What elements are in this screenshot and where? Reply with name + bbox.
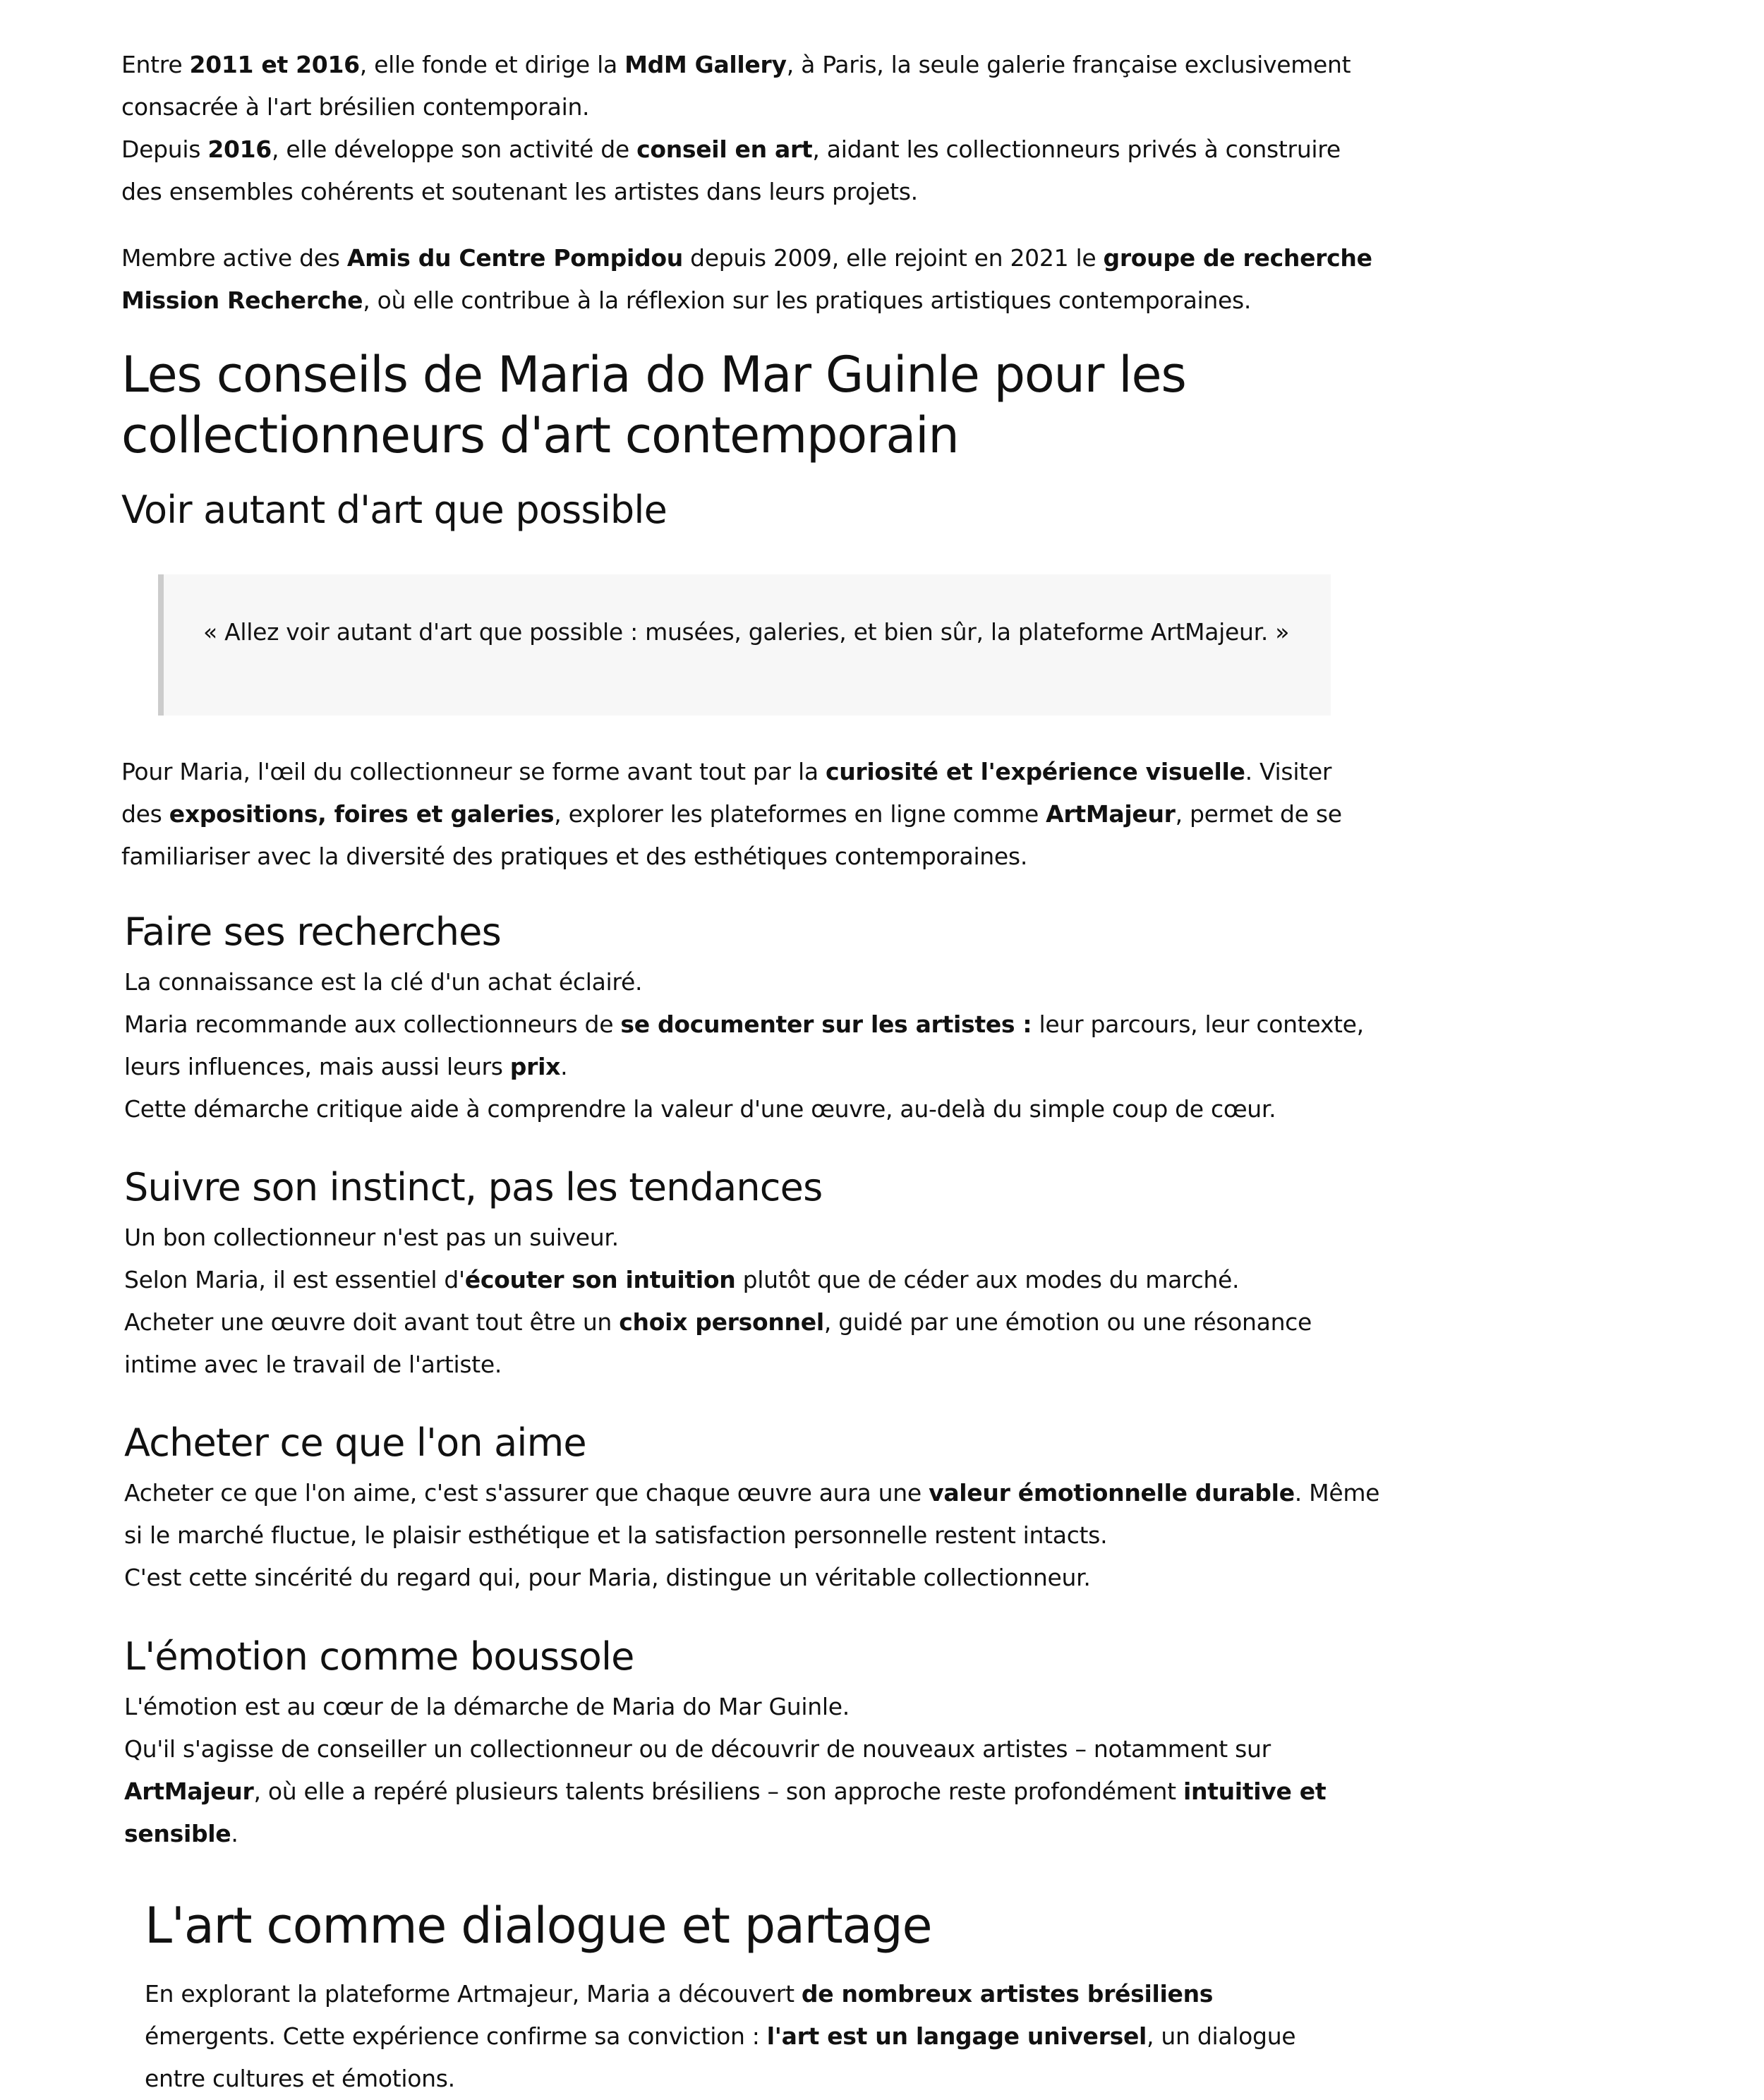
- text-run: En explorant la plateforme Artmajeur, Maria a découvert: [145, 1980, 802, 2008]
- bold-run: conseil en art: [636, 135, 813, 163]
- text-run: Pour Maria, l'œil du collectionneur se forme avant tout par la: [121, 758, 826, 785]
- section-heading-instinct: Suivre son instinct, pas les tendances: [124, 1165, 823, 1209]
- text-run: , où elle contribue à la réflexion sur les pratiques artistiques contemporaines.: [363, 286, 1252, 314]
- section-heading-research: Faire ses recherches: [124, 910, 501, 954]
- text-run: leur parcours, leur contexte, leurs influences, mais aussi leurs: [124, 1010, 1364, 1080]
- text-run: émergents. Cette expérience confirme sa conviction :: [145, 2022, 767, 2050]
- intro-paragraph-gallery: [121, 44, 1377, 128]
- bold-run: choix personnel: [619, 1308, 824, 1336]
- text-run: Acheter ce que l'on aime, c'est s'assurer que chaque œuvre aura une: [124, 1479, 929, 1507]
- text-run: Selon Maria, il est essentiel d': [124, 1266, 465, 1293]
- text-run: , guidé par une émotion ou une résonance intime avec le travail de l'artiste.: [124, 1308, 1312, 1378]
- research-line-2: [124, 1003, 1380, 1088]
- text-run: .: [560, 1053, 568, 1080]
- intro-section: [121, 44, 1377, 322]
- text-run: , à Paris, la seule galerie française exclusivement consacrée à l'art brésilien contemporain.: [121, 51, 1351, 121]
- blockquote-text: « Allez voir autant d'art que possible : musées, galeries, et bien sûr, la plateforme ArtMajeur. »: [203, 618, 1290, 646]
- blockquote: [158, 574, 1331, 716]
- text-run: Acheter une œuvre doit avant tout être un: [124, 1308, 620, 1336]
- text-run: , permet de se familiariser avec la diversité des pratiques et des esthétiques contemporaines.: [121, 800, 1342, 870]
- bold-run: Amis du Centre Pompidou: [346, 244, 683, 272]
- bold-run: expositions, foires et galeries: [169, 800, 555, 828]
- bold-run: prix: [509, 1053, 561, 1080]
- emotion-line-2: [124, 1728, 1380, 1855]
- section-heading-emotion: L'émotion comme boussole: [124, 1634, 634, 1679]
- text-run: Qu'il s'agisse de conseiller un collectionneur ou de découvrir de nouveaux artistes – notamment sur: [124, 1735, 1271, 1763]
- emotion-line-1: L'émotion est au cœur de la démarche de Maria do Mar Guinle.: [124, 1693, 850, 1720]
- section-emotion: [124, 1632, 1380, 1855]
- bold-run: 2011 et 2016: [189, 51, 360, 78]
- section-instinct: [124, 1163, 1380, 1386]
- research-line-3: Cette démarche critique aide à comprendre la valeur d'une œuvre, au-delà du simple coup de cœur.: [124, 1095, 1276, 1123]
- text-run: Membre active des: [121, 244, 347, 272]
- paragraph-visual-experience: [121, 751, 1377, 878]
- bold-run: de nombreux artistes brésiliens: [801, 1980, 1214, 2008]
- bold-run: valeur émotionnelle durable: [929, 1479, 1295, 1507]
- section-heading-buy-what-you-love: Acheter ce que l'on aime: [124, 1420, 586, 1465]
- text-run: , elle développe son activité de: [271, 135, 637, 163]
- bold-run: groupe de recherche Mission Recherche: [121, 244, 1372, 314]
- section-see-art: [121, 485, 1377, 535]
- text-run: , elle fonde et dirige la: [359, 51, 625, 78]
- text-run: , un dialogue entre cultures et émotions.: [145, 2022, 1296, 2092]
- bold-run: MdM Gallery: [624, 51, 787, 78]
- main-heading: Les conseils de Maria do Mar Guinle pour les collectionneurs d'art contemporain: [121, 346, 1186, 464]
- bold-run: écouter son intuition: [464, 1266, 736, 1293]
- section-research: [124, 907, 1380, 1130]
- text-run: Entre: [121, 51, 190, 78]
- bold-run: ArtMajeur: [1046, 800, 1176, 828]
- text-run: . Visiter des: [121, 758, 1332, 828]
- bold-run: l'art est un langage universel: [766, 2022, 1147, 2050]
- text-run: Maria recommande aux collectionneurs de: [124, 1010, 621, 1038]
- dialogue-paragraph: [145, 1973, 1330, 2100]
- bold-run: 2016: [207, 135, 272, 163]
- bold-run: se documenter sur les artistes :: [620, 1010, 1032, 1038]
- intro-paragraph-consulting: [121, 128, 1377, 213]
- text-run: .: [231, 1820, 238, 1847]
- section-see-art-body: [121, 751, 1377, 878]
- text-run: . Même si le marché fluctue, le plaisir esthétique et la satisfaction personnelle restent intacts.: [124, 1479, 1380, 1549]
- main-heading-block: [121, 344, 1321, 466]
- text-run: plutôt que de céder aux modes du marché.: [735, 1266, 1240, 1293]
- buy-line-1: [124, 1472, 1380, 1557]
- section-buy-what-you-love: [124, 1418, 1380, 1599]
- text-run: , où elle a repéré plusieurs talents brésiliens – son approche reste profondément: [253, 1778, 1183, 1805]
- buy-line-2: C'est cette sincérité du regard qui, pour Maria, distingue un véritable collectionneur.: [124, 1564, 1091, 1591]
- research-line-1: La connaissance est la clé d'un achat éclairé.: [124, 968, 643, 996]
- bold-run: intuitive et sensible: [124, 1778, 1327, 1847]
- instinct-line-1: Un bon collectionneur n'est pas un suiveur.: [124, 1224, 619, 1251]
- text-run: , aidant les collectionneurs privés à construire des ensembles cohérents et soutenant les artistes dans leurs projets.: [121, 135, 1341, 205]
- instinct-line-2: [124, 1259, 1380, 1301]
- bold-run: curiosité et l'expérience visuelle: [825, 758, 1245, 785]
- intro-paragraph-pompidou: [121, 237, 1377, 322]
- section-heading-see-art: Voir autant d'art que possible: [121, 488, 667, 532]
- instinct-line-3: [124, 1301, 1380, 1386]
- section-dialogue: [145, 1895, 1330, 2100]
- bold-run: ArtMajeur: [124, 1778, 254, 1805]
- section-heading-dialogue: L'art comme dialogue et partage: [145, 1897, 932, 1955]
- text-run: Depuis: [121, 135, 208, 163]
- text-run: , explorer les plateformes en ligne comme: [554, 800, 1046, 828]
- text-run: depuis 2009, elle rejoint en 2021 le: [682, 244, 1104, 272]
